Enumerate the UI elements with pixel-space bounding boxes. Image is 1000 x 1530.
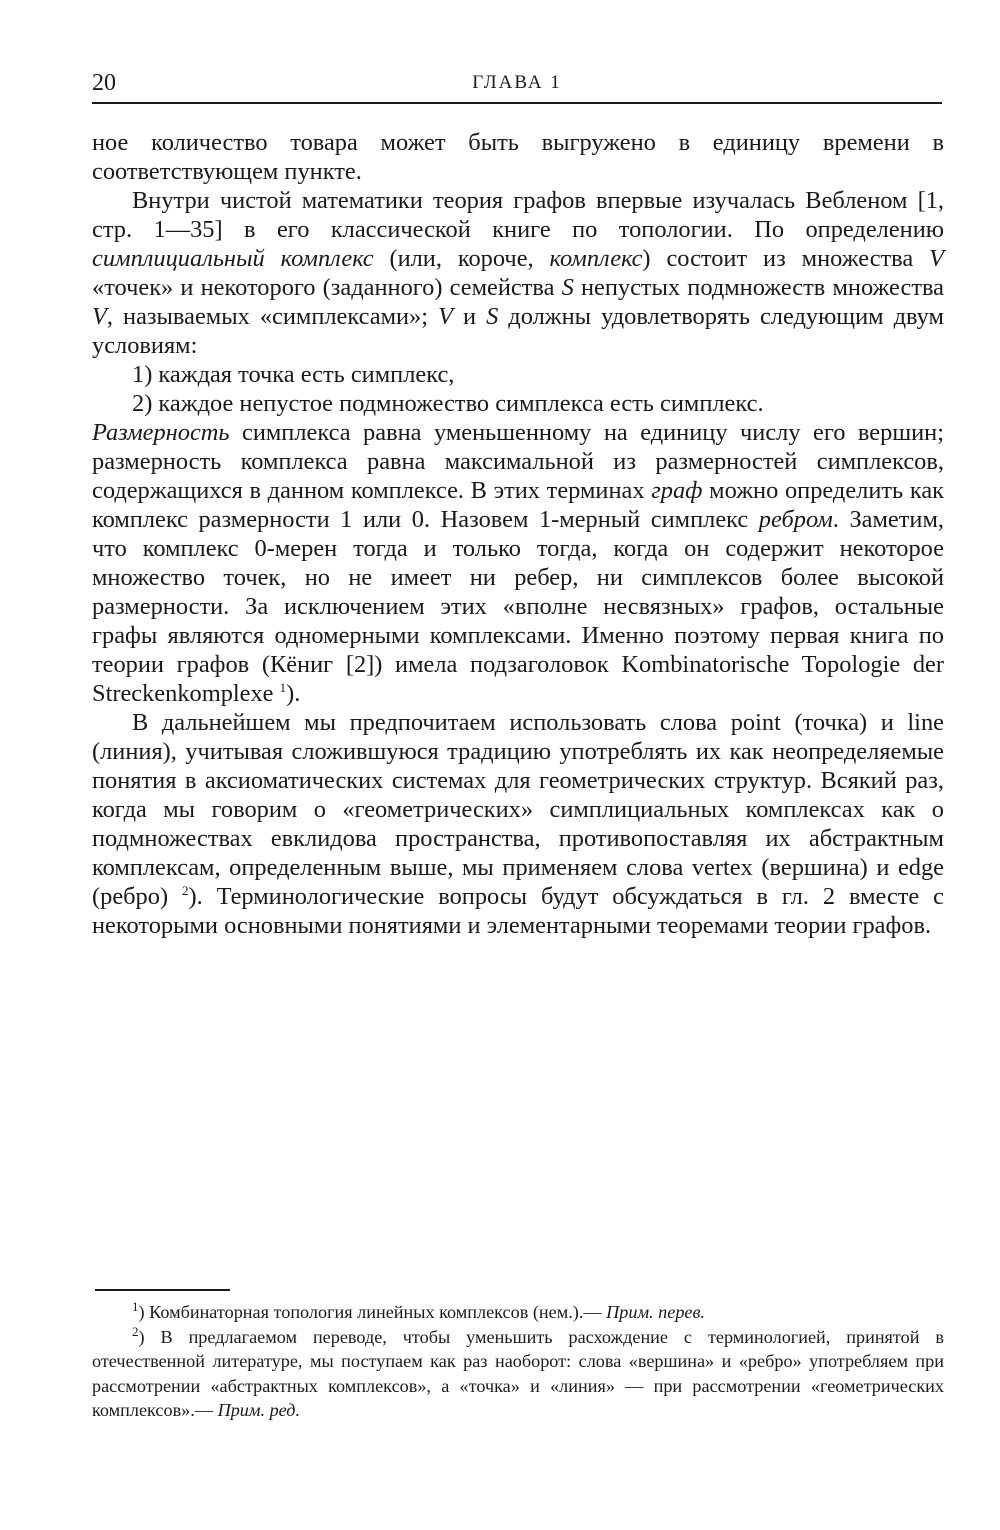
- paragraph-1: ное количество товара может быть выгружено в единицу времени в соответствующем пункте.: [92, 129, 944, 185]
- condition-1: 1) каждая точка есть симплекс,: [132, 361, 455, 388]
- term-complex: комплекс: [549, 245, 643, 272]
- term-simplicial-complex: симплициальный комплекс: [92, 245, 374, 272]
- paragraph-2: Внутри чистой математики теория графов впервые изучалась Вебленом [1, стр. 1—35] в его классической книге по топологии. По определению симплициальный комплекс (или, короче, комплекс) состоит из множества V «точек» и некоторого (заданного) семейства S непустых подмножеств множества V, называемых «симплексами»; V и S должны удовлетворять следующим двум условиям:: [92, 187, 945, 359]
- footnote-ref-2: 2: [181, 882, 189, 898]
- main-text: [92, 128, 944, 940]
- footnote-divider: [95, 1289, 230, 1291]
- footnotes: [92, 1300, 944, 1423]
- term-edge: ребром: [758, 506, 833, 533]
- footnote-2: $^2$) В предлагаемом переводе, чтобы уменьшить расхождение с терминологией, принятой в отечественной литературе, мы поступаем как раз наоборот: слова «вершина» и «ребро» употребляем при рассмотрении «абстрактных комплексов», а «точка» и «линия» — при рассмотрении «геометрических комплексов».— Прим. ред.: [92, 1323, 944, 1420]
- condition-2: 2) каждое непустое подмножество симплекса есть симплекс.: [132, 390, 764, 417]
- term-graph: граф: [651, 477, 703, 504]
- chapter-title: ГЛАВА 1: [472, 72, 562, 93]
- footnote-ref-1: 1: [279, 679, 287, 695]
- paragraph-3: Размерность симплекса равна уменьшенному на единицу числу его вершин; размерность комплекса равна максимальной из размерностей симплексов, содержащихся в данном комплексе. В этих терминах граф можно определить как комплекс размерности 1 или 0. Назовем 1-мерный симплекс ребром. Заметим, что комплекс 0-мерен тогда и только тогда, когда он содержит некоторое множество точек, но не имеет ни ребер, ни симплексов более высокой размерности. За исключением этих «вполне несвязных» графов, остальные графы являются одномерными комплексами. Именно поэтому первая книга по теории графов (Кёниг [2]) имела подзаголовок Kombinatorische Topologie der Streckenkomplexe $^1$).: [92, 419, 945, 707]
- footnote-1: $^1$) Комбинаторная топология линейных комплексов (нем.).— Прим. перев.: [132, 1298, 705, 1322]
- paragraph-4: В дальнейшем мы предпочитаем использовать слова point (точка) и line (линия), учитывая сложившуюся традицию употреблять их как неопределяемые понятия в аксиоматических системах для геометрических структур. Всякий раз, когда мы говорим о «геометрических» симплициальных комплексах как о подмножествах евклидова пространства, противопоставляя их абстрактным комплексам, определенным выше, мы применяем слова vertex (вершина) и edge (ребро) $^2$). Терминологические вопросы будут обсуждаться в гл. 2 вместе с некоторыми основными понятиями и элементарными теоремами теории графов.: [92, 709, 944, 939]
- term-dimension: Размерность: [92, 419, 230, 446]
- page-number: 20: [92, 70, 116, 96]
- running-header: [92, 68, 942, 104]
